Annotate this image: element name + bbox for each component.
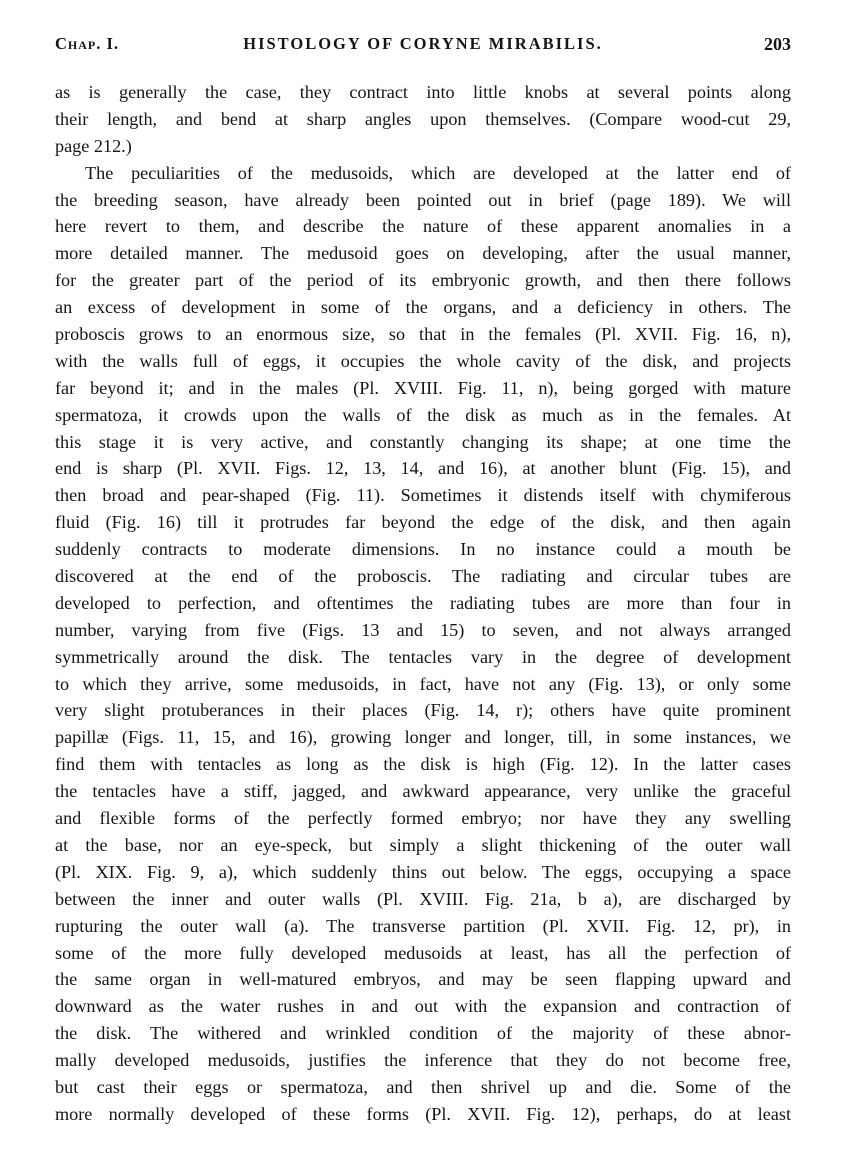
text-line: mally developed medusoids, justifies the inference that they do not become free,	[55, 1050, 791, 1071]
text-line: an excess of development in some of the organs, and a deficiency in others. The	[55, 297, 791, 318]
text-line: between the inner and outer walls (Pl. XVIII. Fig. 21a, b a), are discharged by	[55, 888, 791, 909]
text-line: the tentacles have a stiff, jagged, and awkward appearance, very unlike the graceful	[55, 781, 791, 802]
text-line: but cast their eggs or spermatoza, and then shrivel up and die. Some of the	[55, 1076, 791, 1097]
text-line: the same organ in well-matured embryos, and may be seen flapping upward and	[55, 969, 791, 990]
text-line: this stage it is very active, and constantly changing its shape; at one time the	[55, 431, 791, 452]
text-line: the disk. The withered and wrinkled condition of the majority of these abnor-	[55, 1023, 791, 1044]
text-line: their length, and bend at sharp angles upon themselves. (Compare wood-cut 29,	[55, 108, 791, 129]
text-line: more detailed manner. The medusoid goes on developing, after the usual manner,	[55, 243, 791, 264]
text-line: number, varying from five (Figs. 13 and 15) to seven, and not always arranged	[55, 619, 791, 640]
text-line: for the greater part of the period of its embryonic growth, and then there follows	[55, 270, 791, 291]
text-line: some of the more fully developed medusoids at least, has all the perfection of	[55, 942, 791, 963]
text-line: and flexible forms of the perfectly formed embryo; nor have they any swelling	[55, 808, 791, 829]
text-line: papillæ (Figs. 11, 15, and 16), growing longer and longer, till, in some instances, we	[55, 727, 791, 748]
text-line: then broad and pear-shaped (Fig. 11). Sometimes it distends itself with chymiferous	[55, 485, 791, 506]
text-line: proboscis grows to an enormous size, so that in the females (Pl. XVII. Fig. 16, n),	[55, 324, 791, 345]
text-line: fluid (Fig. 16) till it protrudes far beyond the edge of the disk, and then again	[55, 512, 791, 533]
text-line: (Pl. XIX. Fig. 9, a), which suddenly thins out below. The eggs, occupying a space	[55, 861, 791, 882]
running-header	[55, 34, 791, 58]
text-line: as is generally the case, they contract into little knobs at several points along	[55, 82, 791, 102]
page-number: 203	[764, 34, 791, 54]
text-line: very slight protuberances in their places (Fig. 14, r); others have quite prominent	[55, 700, 791, 721]
running-title: HISTOLOGY OF CORYNE MIRABILIS.	[243, 34, 603, 53]
chapter-label: Chap. I.	[55, 34, 120, 53]
text-line: suddenly contracts to moderate dimensions. In no instance could a mouth be	[55, 539, 791, 560]
text-line: to which they arrive, some medusoids, in fact, have not any (Fig. 13), or only some	[55, 673, 791, 694]
text-line: with the walls full of eggs, it occupies the whole cavity of the disk, and projects	[55, 350, 791, 371]
text-line: here revert to them, and describe the nature of these apparent anomalies in a	[55, 216, 791, 237]
text-line: far beyond it; and in the males (Pl. XVIII. Fig. 11, n), being gorged with mature	[55, 377, 791, 398]
text-line: end is sharp (Pl. XVII. Figs. 12, 13, 14, and 16), at another blunt (Fig. 15), and	[55, 458, 791, 479]
text-line: at the base, nor an eye-speck, but simply a slight thickening of the outer wall	[55, 834, 791, 855]
text-line: spermatoza, it crowds upon the walls of the disk as much as in the females. At	[55, 404, 791, 425]
text-line: page 212.)	[55, 135, 132, 156]
text-line: rupturing the outer wall (a). The transverse partition (Pl. XVII. Fig. 12, pr), in	[55, 915, 791, 936]
text-line: discovered at the end of the proboscis. The radiating and circular tubes are	[55, 566, 791, 587]
body-text	[55, 79, 791, 1128]
text-line: more normally developed of these forms (Pl. XVII. Fig. 12), perhaps, do at least	[55, 1103, 791, 1124]
text-line: downward as the water rushes in and out with the expansion and contraction of	[55, 996, 791, 1017]
text-line: developed to perfection, and oftentimes the radiating tubes are more than four in	[55, 592, 791, 613]
text-line: symmetrically around the disk. The tentacles vary in the degree of development	[55, 646, 791, 667]
text-line: find them with tentacles as long as the disk is high (Fig. 12). In the latter cases	[55, 754, 791, 775]
text-line: The peculiarities of the medusoids, which are developed at the latter end of	[85, 162, 791, 183]
text-line: the breeding season, have already been pointed out in brief (page 189). We will	[55, 189, 791, 210]
